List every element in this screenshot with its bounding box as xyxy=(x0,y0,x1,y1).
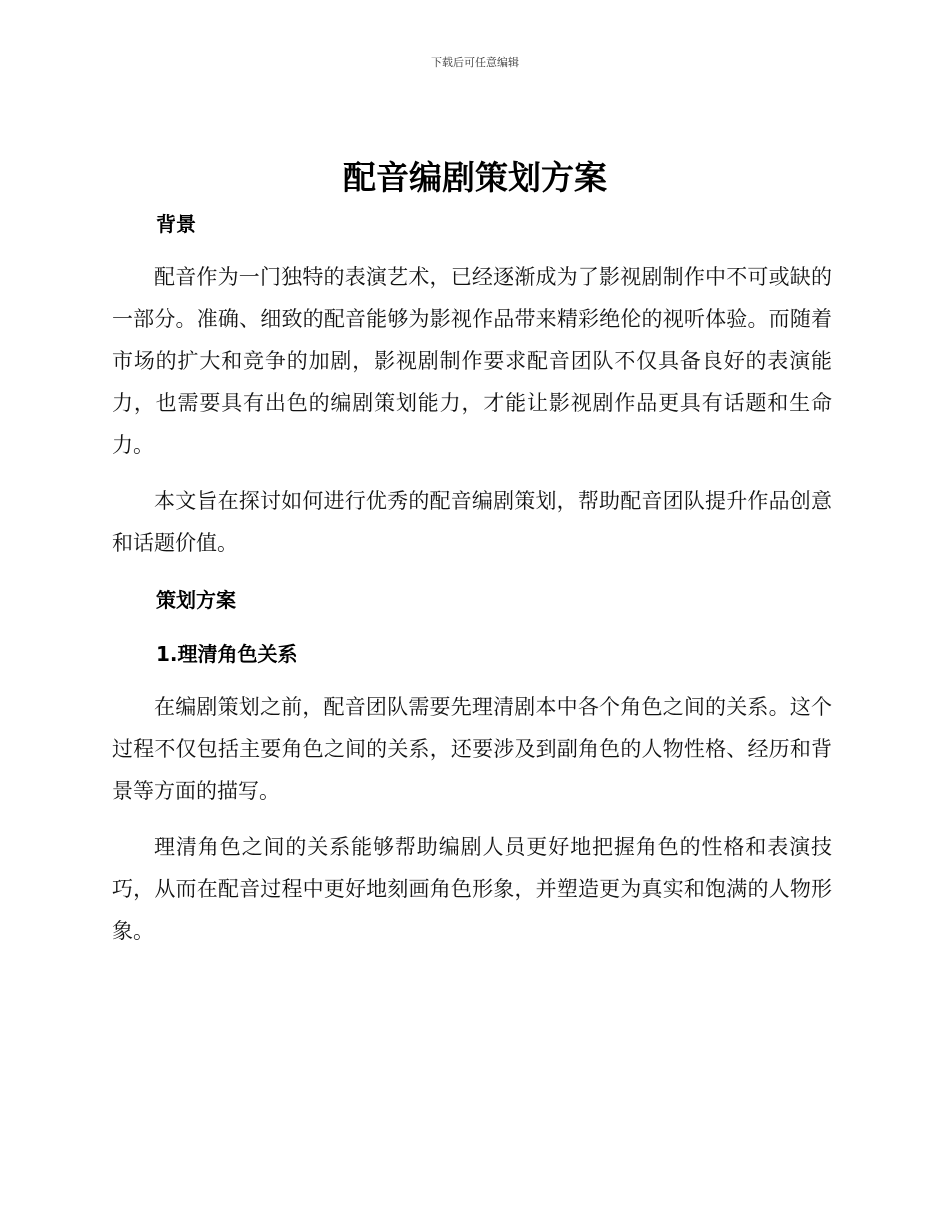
section-heading-plan: 策划方案 xyxy=(156,588,236,612)
section-heading-background: 背景 xyxy=(156,212,196,236)
roles-paragraph-1: 在编剧策划之前，配音团队需要先理清剧本中各个角色之间的关系。这个过程不仅包括主要角色之间的关系，还要涉及到副角色的人物性格、经历和背景等方面的描写。 xyxy=(112,695,832,803)
roles-paragraph-2: 理清角色之间的关系能够帮助编剧人员更好地把握角色的性格和表演技巧，从而在配音过程中更好地刻画角色形象，并塑造更为真实和饱满的人物形象。 xyxy=(112,835,832,943)
background-paragraph-1: 配音作为一门独特的表演艺术，已经逐渐成为了影视剧制作中不可或缺的一部分。准确、细致的配音能够为影视作品带来精彩绝伦的视听体验。而随着市场的扩大和竞争的加剧，影视剧制作要求配音团队不仅具备良好的表演能力，也需要具有出色的编剧策划能力，才能让影视剧作品更具有话题和生命力。 xyxy=(112,265,832,457)
document-title: 配音编剧策划方案 xyxy=(343,158,607,197)
background-paragraph-2: 本文旨在探讨如何进行优秀的配音编剧策划，帮助配音团队提升作品创意和话题价值。 xyxy=(112,489,832,555)
subsection-heading-roles: 1.理清角色关系 xyxy=(156,642,298,666)
header-note: 下载后可任意编辑 xyxy=(431,56,519,69)
